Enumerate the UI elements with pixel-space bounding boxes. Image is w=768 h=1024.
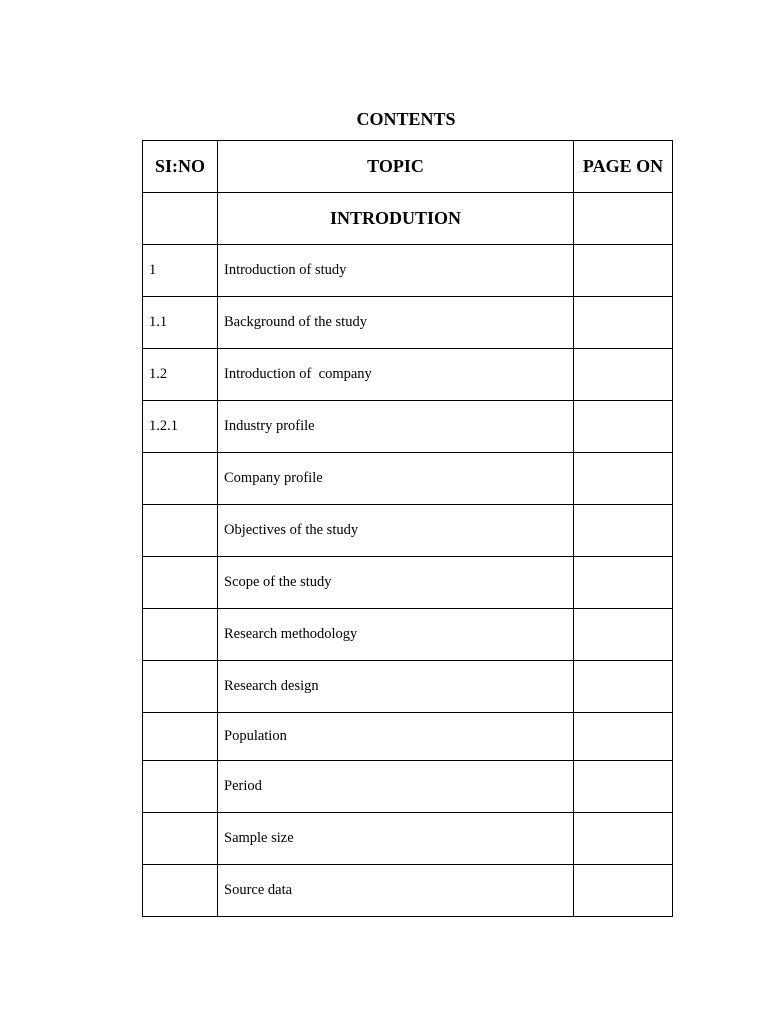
topic-cell: Introduction of study <box>218 245 574 297</box>
topic-cell: Source data <box>218 865 574 917</box>
table-row <box>143 505 673 557</box>
section-page-cell <box>574 193 673 245</box>
page-cell <box>574 609 673 661</box>
header-sino: SI:NO <box>143 141 218 193</box>
section-row <box>143 193 673 245</box>
sino-cell <box>143 865 218 917</box>
topic-cell: Sample size <box>218 813 574 865</box>
topic-cell: Scope of the study <box>218 557 574 609</box>
table-row <box>143 813 673 865</box>
topic-cell: Research design <box>218 661 574 713</box>
topic-cell: Research methodology <box>218 609 574 661</box>
section-title: INTRODUTION <box>218 193 574 245</box>
topic-cell: Background of the study <box>218 297 574 349</box>
sino-cell: 1.2 <box>143 349 218 401</box>
header-page: PAGE ON <box>574 141 673 193</box>
page-cell <box>574 505 673 557</box>
sino-cell <box>143 761 218 813</box>
sino-cell: 1 <box>143 245 218 297</box>
topic-cell: Company profile <box>218 453 574 505</box>
section-sino-cell <box>143 193 218 245</box>
topic-cell: Introduction of company <box>218 349 574 401</box>
sino-cell: 1.1 <box>143 297 218 349</box>
topic-cell: Population <box>218 713 574 761</box>
table-row <box>143 349 673 401</box>
page-cell <box>574 297 673 349</box>
sino-cell <box>143 713 218 761</box>
topic-cell: Industry profile <box>218 401 574 453</box>
page-cell <box>574 401 673 453</box>
table-row <box>143 297 673 349</box>
topic-cell: Objectives of the study <box>218 505 574 557</box>
page-title: CONTENTS <box>356 109 456 129</box>
page-cell <box>574 865 673 917</box>
page-cell <box>574 349 673 401</box>
table-row <box>143 609 673 661</box>
sino-cell <box>143 505 218 557</box>
page-cell <box>574 661 673 713</box>
topic-cell: Period <box>218 761 574 813</box>
table-row <box>143 865 673 917</box>
sino-cell <box>143 661 218 713</box>
page-cell <box>574 557 673 609</box>
page-cell <box>574 453 673 505</box>
table-row <box>143 661 673 713</box>
table-row <box>143 557 673 609</box>
page-cell <box>574 713 673 761</box>
sino-cell <box>143 557 218 609</box>
header-row <box>143 141 673 193</box>
page-cell <box>574 813 673 865</box>
contents-table <box>142 140 673 917</box>
table-row <box>143 453 673 505</box>
table-row <box>143 245 673 297</box>
table-row <box>143 761 673 813</box>
table-row <box>143 401 673 453</box>
sino-cell: 1.2.1 <box>143 401 218 453</box>
page-cell <box>574 761 673 813</box>
sino-cell <box>143 453 218 505</box>
table-row <box>143 713 673 761</box>
sino-cell <box>143 609 218 661</box>
sino-cell <box>143 813 218 865</box>
page-cell <box>574 245 673 297</box>
header-topic: TOPIC <box>218 141 574 193</box>
